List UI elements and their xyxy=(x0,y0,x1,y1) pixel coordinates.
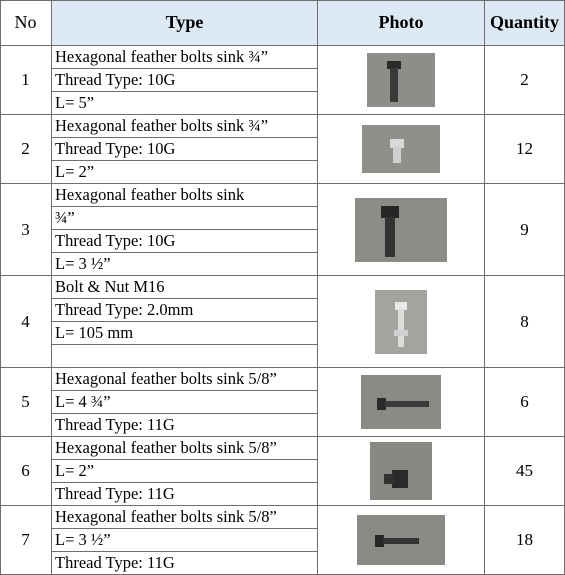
row-2-quantity: 12 xyxy=(485,115,565,184)
row-4-line-1: Bolt & Nut M16 xyxy=(52,276,318,299)
row-3-photo-cell xyxy=(318,184,485,276)
row-6-line-1: Hexagonal feather bolts sink 5/8” xyxy=(52,437,318,460)
row-3-no: 3 xyxy=(0,184,52,276)
row-2-line-3: L= 2” xyxy=(52,161,318,184)
row-5-line-1: Hexagonal feather bolts sink 5/8” xyxy=(52,368,318,391)
row-2-line-2: Thread Type: 10G xyxy=(52,138,318,161)
row-1-line-2: Thread Type: 10G xyxy=(52,69,318,92)
row-1-quantity: 2 xyxy=(485,46,565,115)
row-3-line-2: ¾” xyxy=(52,207,318,230)
row-1-no: 1 xyxy=(0,46,52,115)
row-7-line-3: Thread Type: 11G xyxy=(52,552,318,575)
row-3-quantity: 9 xyxy=(485,184,565,276)
row-5-photo-cell xyxy=(318,368,485,437)
row-2-no: 2 xyxy=(0,115,52,184)
row-2-line-1: Hexagonal feather bolts sink ¾” xyxy=(52,115,318,138)
row-4-no: 4 xyxy=(0,276,52,368)
bolt-photo xyxy=(361,375,441,429)
row-3-line-1: Hexagonal feather bolts sink xyxy=(52,184,318,207)
row-3-line-3: Thread Type: 10G xyxy=(52,230,318,253)
row-3-line-4: L= 3 ½” xyxy=(52,253,318,276)
bolt-photo xyxy=(362,125,440,173)
row-1-photo-cell xyxy=(318,46,485,115)
row-4-line-4 xyxy=(52,345,318,368)
row-5-line-2: L= 4 ¾” xyxy=(52,391,318,414)
row-2-photo-cell xyxy=(318,115,485,184)
row-5-no: 5 xyxy=(0,368,52,437)
row-6-line-2: L= 2” xyxy=(52,460,318,483)
row-6-line-3: Thread Type: 11G xyxy=(52,483,318,506)
row-5-quantity: 6 xyxy=(485,368,565,437)
header-quantity: Quantity xyxy=(485,0,565,46)
bolt-nut-photo xyxy=(375,290,427,354)
row-4-line-3: L= 105 mm xyxy=(52,322,318,345)
row-1-line-1: Hexagonal feather bolts sink ¾” xyxy=(52,46,318,69)
row-5-line-3: Thread Type: 11G xyxy=(52,414,318,437)
header-photo: Photo xyxy=(318,0,485,46)
row-7-quantity: 18 xyxy=(485,506,565,575)
bolt-photo xyxy=(355,198,447,262)
row-4-line-2: Thread Type: 2.0mm xyxy=(52,299,318,322)
row-7-photo-cell xyxy=(318,506,485,575)
row-1-line-3: L= 5” xyxy=(52,92,318,115)
header-no: No xyxy=(0,0,52,46)
row-7-no: 7 xyxy=(0,506,52,575)
row-6-photo-cell xyxy=(318,437,485,506)
bolt-photo xyxy=(357,515,445,565)
bolt-photo xyxy=(367,53,435,107)
row-7-line-2: L= 3 ½” xyxy=(52,529,318,552)
row-7-line-1: Hexagonal feather bolts sink 5/8” xyxy=(52,506,318,529)
row-6-no: 6 xyxy=(0,437,52,506)
header-type: Type xyxy=(52,0,318,46)
bolt-photo xyxy=(370,442,432,500)
row-4-quantity: 8 xyxy=(485,276,565,368)
row-6-quantity: 45 xyxy=(485,437,565,506)
row-4-photo-cell xyxy=(318,276,485,368)
